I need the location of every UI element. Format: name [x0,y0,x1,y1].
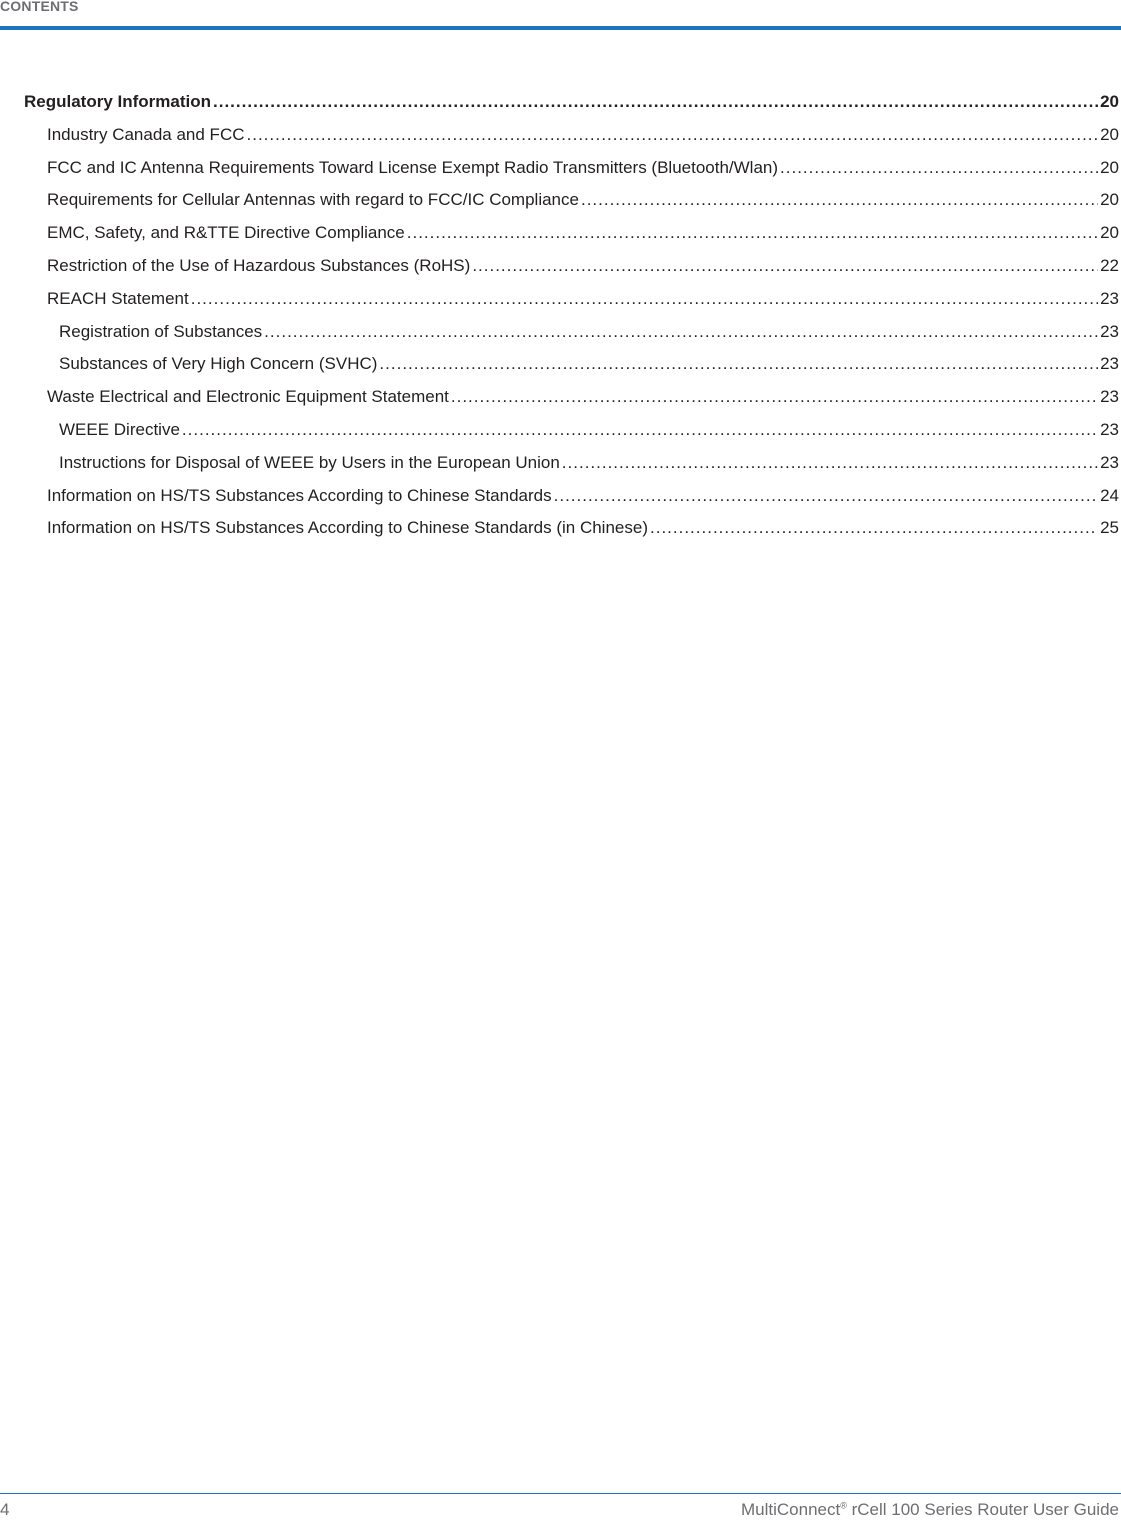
toc-entry-title: Industry Canada and FCC [47,124,245,144]
toc-entry-page: 20 [1100,124,1119,144]
dot-leader [472,250,1098,283]
toc-entry-title: Information on HS/TS Substances According to Chinese Standards (in Chinese) [47,518,648,538]
toc-entry-page: 22 [1100,255,1119,275]
toc-entry[interactable] [0,414,1121,447]
toc-entry[interactable] [0,381,1121,414]
registered-mark: ® [840,1500,847,1511]
dot-leader [264,316,1098,349]
toc-entry-title: FCC and IC Antenna Requirements Toward License Exempt Radio Transmitters (Bluetooth/Wlan) [47,157,779,177]
dot-leader [650,512,1098,545]
running-header: CONTENTS [0,0,79,14]
toc-entry-title: REACH Statement [47,288,189,308]
footer-document-title [741,1500,1119,1520]
toc-entry[interactable] [0,348,1121,381]
toc-entry-page: 20 [1100,223,1119,243]
header-rule [0,26,1121,30]
footer-page-number: 4 [0,1500,10,1519]
dot-leader [379,348,1098,381]
toc-entry-page: 23 [1100,288,1119,308]
toc-entry-page: 24 [1100,485,1119,505]
footer-brand: MultiConnect [741,1500,841,1519]
toc-entry[interactable] [0,316,1121,349]
toc-entry[interactable] [0,480,1121,513]
dot-leader [182,414,1098,447]
toc-entry-page: 20 [1100,92,1119,111]
toc-entry[interactable] [0,512,1121,545]
dot-leader [213,86,1098,119]
dot-leader [562,447,1098,480]
toc-entry-title: Waste Electrical and Electronic Equipment Statement [47,387,449,407]
toc-entry[interactable] [0,447,1121,480]
toc-entry-page: 23 [1100,321,1119,341]
toc-entry-page: 20 [1100,190,1119,210]
toc-entry-title: Regulatory Information [24,92,212,111]
toc-entry-title: Instructions for Disposal of WEEE by Users in the European Union [59,452,560,472]
toc-entry[interactable] [0,217,1121,250]
dot-leader [780,152,1098,185]
table-of-contents [0,86,1121,545]
toc-entry-page: 23 [1100,419,1119,439]
dot-leader [191,283,1098,316]
toc-entry[interactable] [0,86,1121,119]
toc-entry-page: 23 [1100,354,1119,374]
toc-entry-page: 20 [1100,157,1119,177]
dot-leader [451,381,1098,414]
footer-title-rest: rCell 100 Series Router User Guide [846,1500,1119,1519]
toc-entry[interactable] [0,283,1121,316]
toc-entry[interactable] [0,184,1121,217]
toc-entry-title: Registration of Substances [59,321,263,341]
toc-entry-title: EMC, Safety, and R&TTE Directive Compliance [47,223,405,243]
toc-entry-page: 23 [1100,452,1119,472]
toc-entry-title: WEEE Directive [59,419,180,439]
footer-rule [0,1493,1121,1494]
dot-leader [581,184,1098,217]
toc-entry-title: Substances of Very High Concern (SVHC) [59,354,378,374]
toc-entry-page: 23 [1100,387,1119,407]
dot-leader [247,119,1099,152]
dot-leader [554,480,1098,513]
toc-entry[interactable] [0,152,1121,185]
toc-entry[interactable] [0,250,1121,283]
toc-entry[interactable] [0,119,1121,152]
toc-entry-title: Requirements for Cellular Antennas with regard to FCC/IC Compliance [47,190,579,210]
toc-entry-title: Information on HS/TS Substances According to Chinese Standards [47,485,552,505]
toc-entry-title: Restriction of the Use of Hazardous Substances (RoHS) [47,255,471,275]
toc-entry-page: 25 [1100,518,1119,538]
dot-leader [407,217,1098,250]
